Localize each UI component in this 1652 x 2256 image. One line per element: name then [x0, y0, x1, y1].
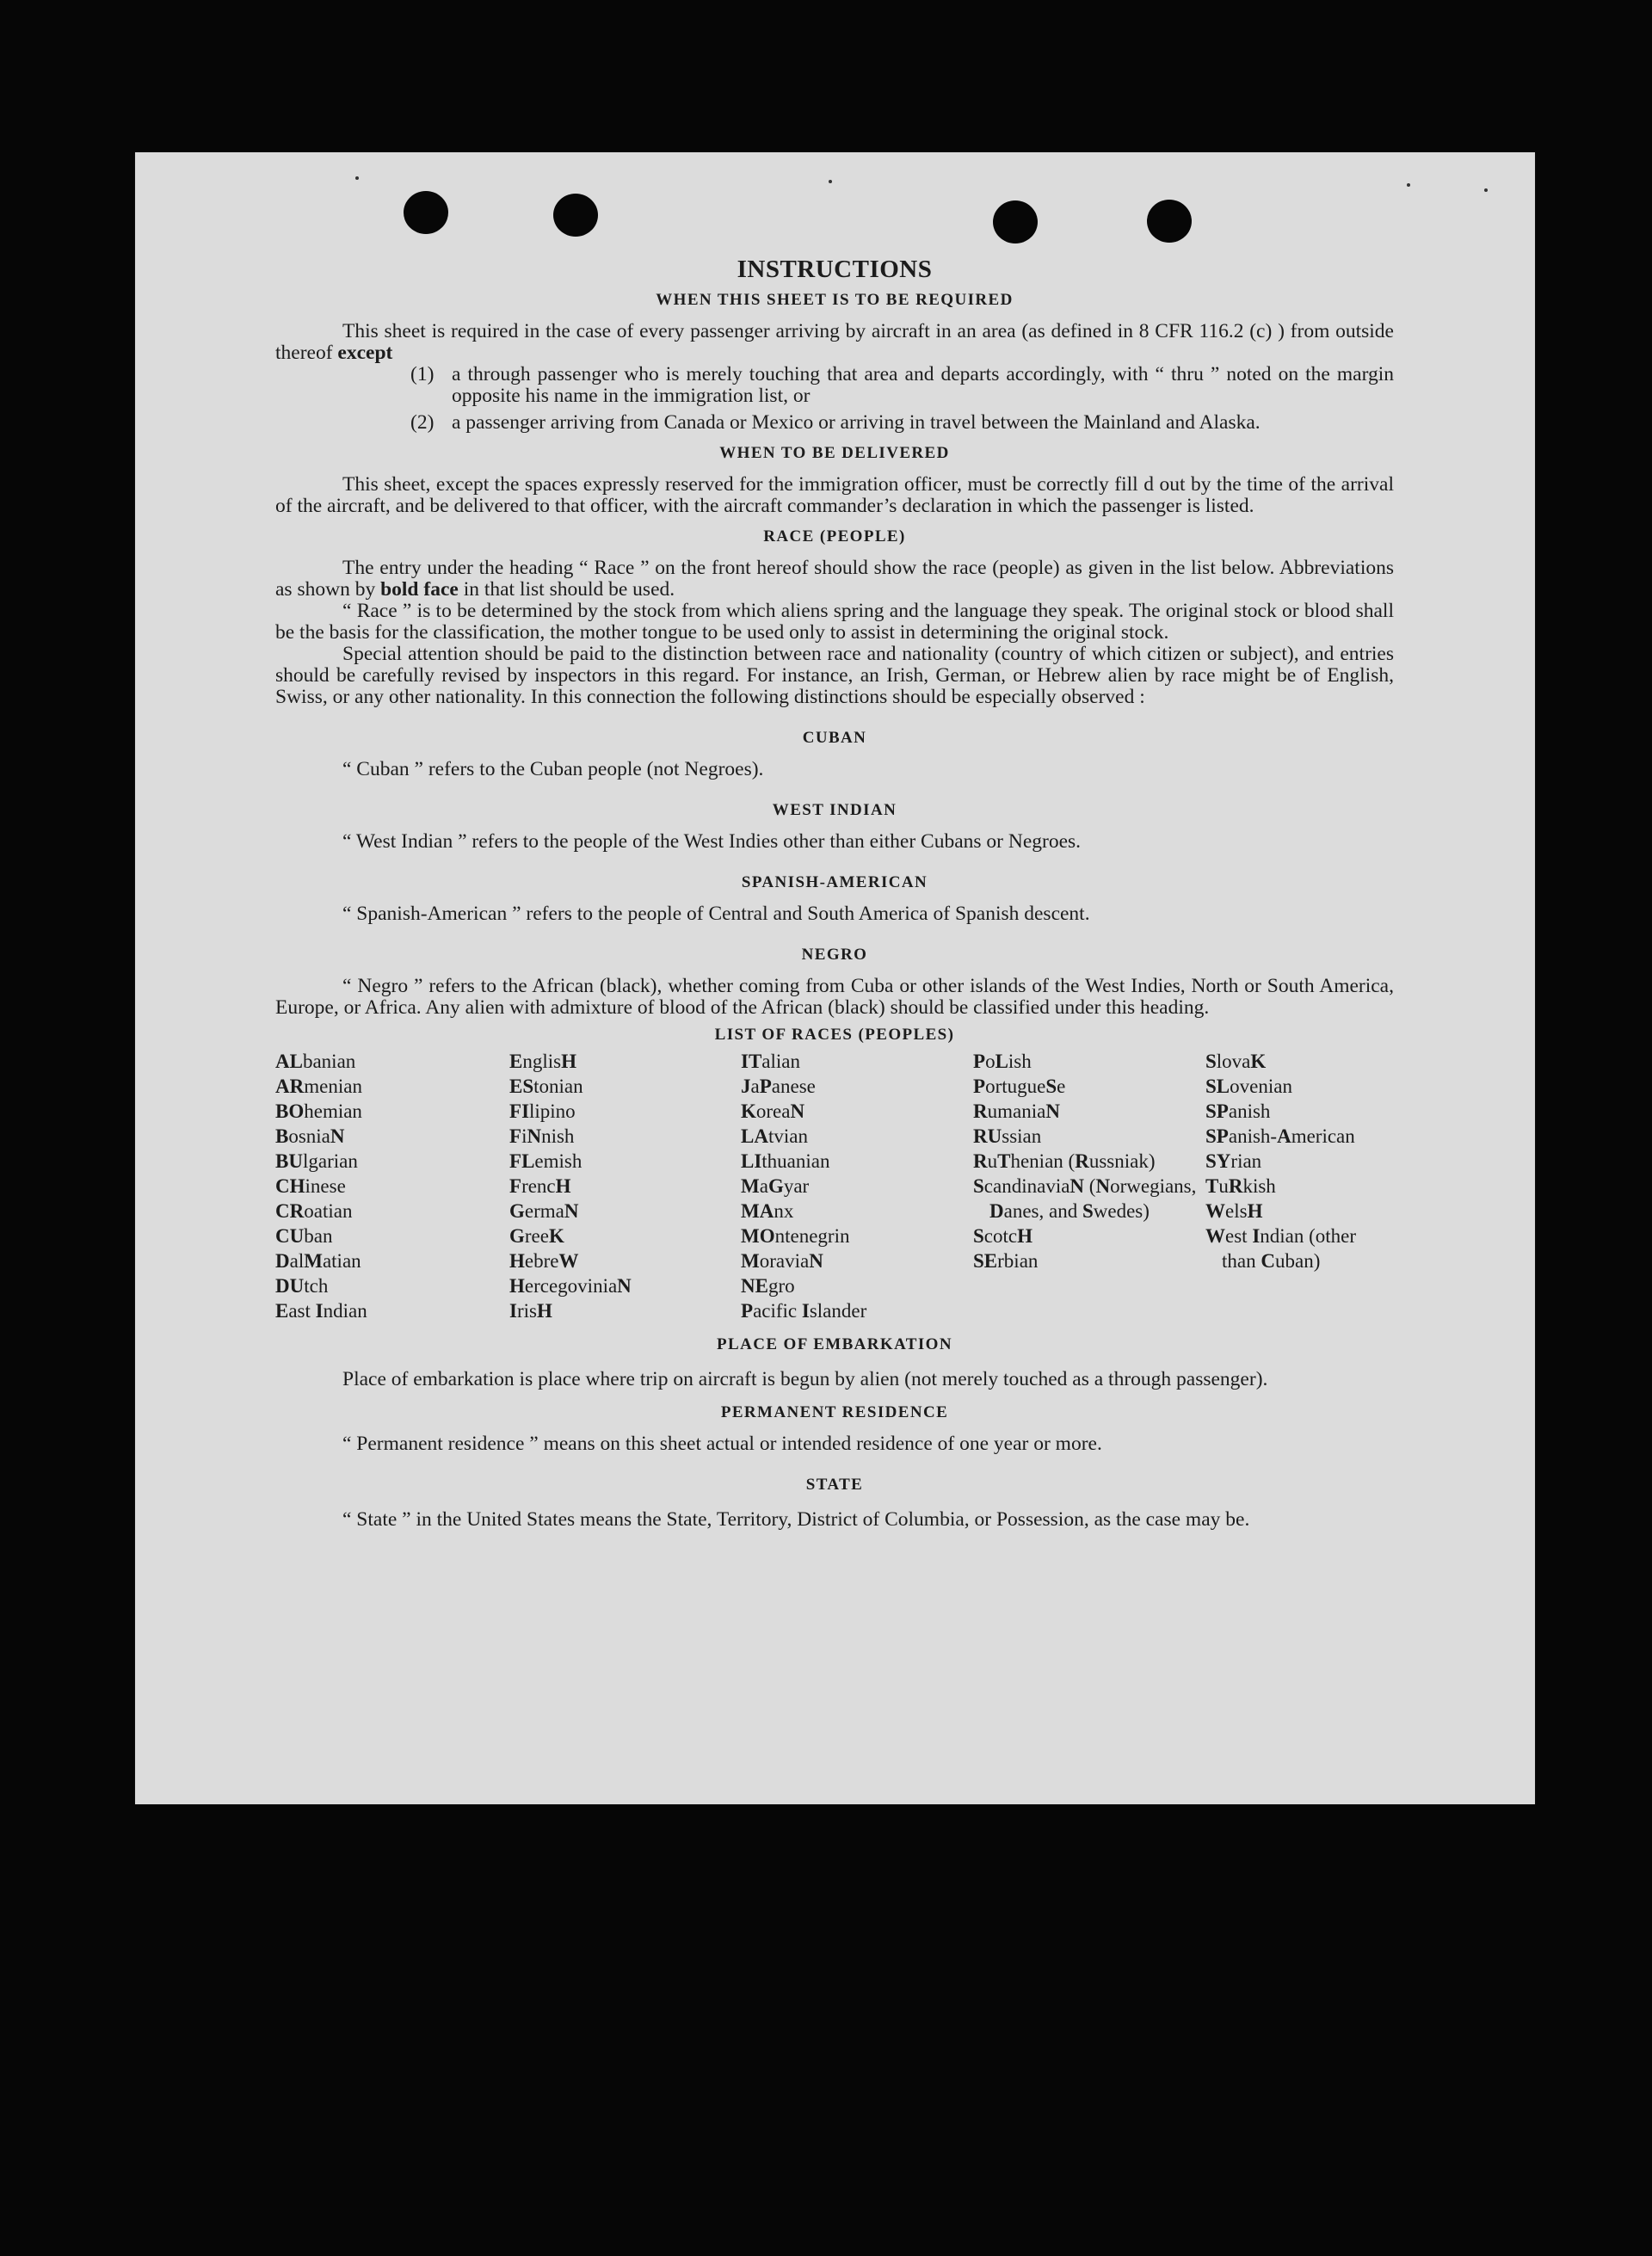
cuban-text: “ Cuban ” refers to the Cuban people (not Negroes).	[342, 758, 764, 780]
item-number: (2)	[410, 411, 435, 434]
race-item: ALbanian	[275, 1051, 356, 1072]
punch-hole	[993, 200, 1038, 243]
delivered-text: This sheet, except the spaces expressly reserved for the immigration officer, must be correctly fill d out by the time of the arrival of the aircraft, and be delivered to that officer, with the aircraft commander’s declaration in which the passenger is listed.	[275, 473, 1394, 517]
item-text: a through passenger who is merely touching that area and departs accordingly, with “ thru ” noted on the margin opposite his name in the immigration list, or	[452, 363, 1394, 407]
race-column	[1205, 1049, 1394, 1323]
race-item: East Indian	[275, 1300, 367, 1322]
race-item: DUtch	[275, 1275, 329, 1297]
race-list	[275, 1049, 1394, 1323]
race-item: GermaN	[509, 1200, 579, 1222]
race-item: GreeK	[509, 1225, 564, 1247]
race-item: FiNnish	[509, 1125, 575, 1147]
race-item: CUban	[275, 1225, 333, 1247]
negro-text: “ Negro ” refers to the African (black), whether coming from Cuba or other islands of the West Indies, North or South America, Europe, or Africa. Any alien with admixture of blood of the African (black) should be classified under this heading.	[275, 975, 1394, 1019]
race-item: SLovenian	[1205, 1076, 1292, 1097]
heading-when-required: WHEN THIS SHEET IS TO BE REQUIRED	[656, 291, 1014, 309]
race-item: WelsH	[1205, 1200, 1263, 1222]
race-item: DalMatian	[275, 1250, 361, 1272]
race-column	[509, 1049, 741, 1323]
heading-state: STATE	[805, 1476, 864, 1494]
race-item: BUlgarian	[275, 1150, 358, 1172]
race-item: HercegoviniaN	[509, 1275, 632, 1297]
race-item: ARmenian	[275, 1076, 362, 1097]
race-paragraph-3: Special attention should be paid to the distinction between race and nationality (country of which citizen or subject), and entries should be carefully revised by inspectors in this regard. For instance, an Irish, German, or Hebrew alien by race might be of English, Swiss, or any other nationality. In this connection the following distinctions should be especially observed :	[275, 643, 1394, 708]
heading-race: RACE (PEOPLE)	[763, 527, 906, 546]
race-item: FrencH	[509, 1175, 571, 1197]
race-item: SErbian	[973, 1250, 1039, 1272]
race-item: SlovaK	[1205, 1051, 1267, 1072]
race-item: FLemish	[509, 1150, 583, 1172]
race-item: SPanish-American	[1205, 1125, 1355, 1147]
heading-negro: NEGRO	[801, 946, 868, 964]
race-item: ScandinaviaN (Norwegians, Danes, and Swedes)	[973, 1175, 1197, 1222]
race-item: ITalian	[741, 1051, 800, 1072]
race-item: KoreaN	[741, 1100, 805, 1122]
document-sheet	[135, 152, 1535, 1804]
punch-hole	[1147, 200, 1192, 243]
paper-speck	[1484, 188, 1488, 192]
race-item: JaPanese	[741, 1076, 816, 1097]
exception-item	[410, 364, 1394, 407]
race-column	[973, 1049, 1205, 1323]
race-item: LIthuanian	[741, 1150, 830, 1172]
heading-permanent-residence: PERMANENT RESIDENCE	[720, 1403, 949, 1421]
race-item: ScotcH	[973, 1225, 1032, 1247]
heading-when-delivered: WHEN TO BE DELIVERED	[719, 444, 950, 462]
race-item: RumaniaN	[973, 1100, 1060, 1122]
paper-speck	[1407, 183, 1410, 187]
race-item: FIlipino	[509, 1100, 576, 1122]
item-text: a passenger arriving from Canada or Mexico or arriving in travel between the Mainland and Alaska.	[452, 411, 1261, 434]
race-item: RUssian	[973, 1125, 1042, 1147]
race-item: LAtvian	[741, 1125, 808, 1147]
race-column	[741, 1049, 973, 1323]
instructions-text	[275, 256, 1394, 1533]
race-item: SYrian	[1205, 1150, 1262, 1172]
race-item: EnglisH	[509, 1051, 576, 1072]
race-item: TuRkish	[1205, 1175, 1276, 1197]
race-item: NEgro	[741, 1275, 795, 1297]
race-item: MAnx	[741, 1200, 794, 1222]
race-item: SPanish	[1205, 1100, 1271, 1122]
race-item: PoLish	[973, 1051, 1032, 1072]
race-item: MaGyar	[741, 1175, 810, 1197]
heading-west-indian: WEST INDIAN	[772, 801, 897, 819]
race-item: Pacific Islander	[741, 1300, 867, 1322]
race-item: BOhemian	[275, 1100, 362, 1122]
required-intro: This sheet is required in the case of every passenger arriving by aircraft in an area (as defined in 8 CFR 116.2 (c) ) from outside thereof except	[275, 320, 1394, 364]
heading-embarkation: PLACE OF EMBARKATION	[717, 1335, 952, 1353]
race-item: EStonian	[509, 1076, 583, 1097]
race-paragraph-1: The entry under the heading “ Race ” on the front hereof should show the race (people) as given in the list below. Abbreviations as shown by bold face in that list should be used.	[275, 557, 1394, 601]
embarkation-text: Place of embarkation is place where trip on aircraft is begun by alien (not merely touched as a through passenger).	[342, 1368, 1268, 1390]
paper-speck	[829, 180, 832, 183]
race-item: CRoatian	[275, 1200, 353, 1222]
race-item: CHinese	[275, 1175, 346, 1197]
spanish-american-text: “ Spanish-American ” refers to the people of Central and South America of Spanish descent.	[342, 903, 1090, 925]
heading-cuban: CUBAN	[802, 729, 867, 747]
state-text: “ State ” in the United States means the State, Territory, District of Columbia, or Possession, as the case may be.	[342, 1508, 1250, 1531]
race-item: HebreW	[509, 1250, 579, 1272]
exception-item	[410, 412, 1394, 434]
race-item: MOntenegrin	[741, 1225, 850, 1247]
race-column	[275, 1049, 509, 1323]
west-indian-text: “ West Indian ” refers to the people of the West Indies other than either Cubans or Negroes.	[342, 830, 1082, 853]
heading-spanish-american: SPANISH-AMERICAN	[741, 873, 928, 891]
paper-speck	[355, 176, 359, 180]
race-item: MoraviaN	[741, 1250, 823, 1272]
race-item: RuThenian (Russniak)	[973, 1150, 1156, 1172]
punch-hole	[553, 194, 598, 237]
race-item: PortugueSe	[973, 1076, 1066, 1097]
heading-list-of-races: LIST OF RACES (PEOPLES)	[714, 1026, 955, 1044]
item-number: (1)	[410, 363, 435, 385]
race-paragraph-2: “ Race ” is to be determined by the stock from which aliens spring and the language they speak. The original stock or blood shall be the basis for the classification, the mother tongue to be used only to assist in determining the original stock.	[275, 600, 1394, 644]
race-item: West Indian (other than Cuban)	[1205, 1225, 1357, 1272]
residence-text: “ Permanent residence ” means on this sheet actual or intended residence of one year or more.	[342, 1433, 1102, 1455]
race-item: IrisH	[509, 1300, 552, 1322]
punch-hole	[404, 191, 448, 234]
page-title: INSTRUCTIONS	[737, 256, 933, 283]
race-item: BosniaN	[275, 1125, 345, 1147]
